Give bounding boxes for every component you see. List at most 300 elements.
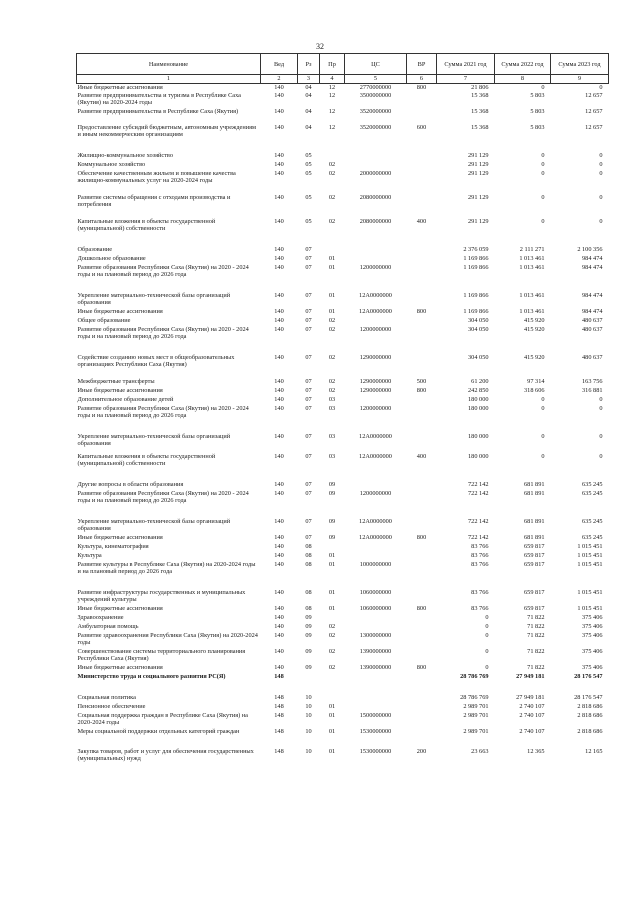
spacer-cell xyxy=(77,234,609,246)
spacer-cell xyxy=(77,682,609,694)
row-sum-2021: 180 000 xyxy=(468,452,489,460)
row-cs: 1200000000 xyxy=(359,489,392,497)
row-sum-2023: 984 474 xyxy=(582,254,603,262)
row-sum-2022: 2 740 107 xyxy=(519,702,545,710)
row-sum-2023: 480 637 xyxy=(582,325,603,333)
row-ved: 140 xyxy=(274,193,284,201)
row-ved: 140 xyxy=(274,631,284,639)
row-rz: 07 xyxy=(305,404,312,412)
table-row xyxy=(77,632,609,648)
row-pr: 01 xyxy=(328,560,336,568)
table-row xyxy=(77,561,609,577)
row-sum-2021: 291 129 xyxy=(468,193,489,201)
row-sum-2023: 0 xyxy=(599,151,603,159)
table-row xyxy=(77,664,609,673)
row-rz: 05 xyxy=(305,217,312,225)
row-ved: 140 xyxy=(274,254,284,262)
row-sum-2022: 5 803 xyxy=(530,107,545,115)
col-header-2023: Сумма 2023 год xyxy=(551,54,609,75)
row-ved: 140 xyxy=(274,245,284,253)
row-rz: 07 xyxy=(305,533,312,541)
row-sum-2023: 0 xyxy=(599,452,603,460)
row-sum-2022: 5 803 xyxy=(530,91,545,99)
row-cs: 1200000000 xyxy=(359,325,392,333)
row-cs xyxy=(345,161,407,170)
row-ved: 148 xyxy=(274,747,284,755)
row-pr xyxy=(320,673,345,682)
row-vr xyxy=(407,354,437,378)
spacer-row xyxy=(77,682,609,694)
spacer-row xyxy=(77,469,609,481)
row-rz: 04 xyxy=(305,84,312,91)
row-sum-2022: 2 740 107 xyxy=(519,711,545,719)
row-ved: 140 xyxy=(274,386,284,394)
row-sum-2021: 722 142 xyxy=(468,480,489,488)
row-sum-2021: 180 000 xyxy=(468,404,489,412)
row-rz: 08 xyxy=(305,551,312,559)
row-sum-2022: 318 606 xyxy=(524,386,545,394)
table-row xyxy=(77,255,609,264)
row-ved: 140 xyxy=(274,91,284,99)
row-sum-2022: 659 817 xyxy=(524,604,545,612)
row-sum-2021: 83 766 xyxy=(471,542,489,550)
row-sum-2023: 635 245 xyxy=(582,517,603,525)
row-cs: 1000000000 xyxy=(359,560,392,568)
row-pr: 02 xyxy=(328,631,336,639)
table-row xyxy=(77,534,609,543)
row-vr xyxy=(407,255,437,264)
row-pr: 01 xyxy=(328,702,336,710)
row-vr xyxy=(407,632,437,648)
table-row xyxy=(77,648,609,664)
row-sum-2021: 0 xyxy=(485,613,489,621)
row-name: Межбюджетные трансферты xyxy=(77,377,155,385)
row-vr xyxy=(407,161,437,170)
table-row xyxy=(77,170,609,194)
table-row xyxy=(77,518,609,534)
page-number: 32 xyxy=(316,42,324,51)
row-vr xyxy=(407,712,437,728)
table-row xyxy=(77,292,609,308)
row-name: Развитие культуры в Республике Саха (Якутия) на 2020-2024 годы и на плановый период до 2026 года xyxy=(77,560,256,575)
row-vr xyxy=(407,490,437,506)
row-sum-2023: 375 406 xyxy=(582,647,603,655)
spacer-cell xyxy=(77,210,609,218)
table-row xyxy=(77,218,609,234)
row-pr: 01 xyxy=(328,254,336,262)
table-row xyxy=(77,552,609,561)
row-ved: 140 xyxy=(274,489,284,497)
row-vr xyxy=(407,92,437,108)
row-vr: 400 xyxy=(416,452,427,460)
row-rz: 07 xyxy=(305,489,312,497)
row-rz: 08 xyxy=(305,542,312,550)
row-rz: 09 xyxy=(305,613,312,621)
row-sum-2023: 480 637 xyxy=(582,353,603,361)
row-sum-2021: 2 989 701 xyxy=(463,727,489,735)
table-row xyxy=(77,152,609,161)
row-vr: 800 xyxy=(416,84,427,91)
row-rz: 07 xyxy=(305,452,312,460)
row-rz: 07 xyxy=(305,325,312,333)
row-name: Социальная политика xyxy=(77,693,136,701)
col-number: 5 xyxy=(345,75,407,84)
row-sum-2022: 681 891 xyxy=(524,480,545,488)
row-sum-2022: 1 013 461 xyxy=(519,307,545,315)
row-sum-2021: 0 xyxy=(485,663,489,671)
row-sum-2022: 2 740 107 xyxy=(519,727,545,735)
row-vr: 200 xyxy=(416,747,427,755)
row-cs xyxy=(345,543,407,552)
row-rz: 07 xyxy=(305,291,312,299)
row-sum-2021: 83 766 xyxy=(471,604,489,612)
row-sum-2023: 375 406 xyxy=(582,622,603,630)
row-rz: 07 xyxy=(305,517,312,525)
col-number: 4 xyxy=(320,75,345,84)
row-sum-2021: 28 786 769 xyxy=(460,693,489,701)
spacer-cell xyxy=(77,140,609,152)
row-ved: 140 xyxy=(274,107,284,115)
row-sum-2022: 659 817 xyxy=(524,588,545,596)
row-ved: 140 xyxy=(274,316,284,324)
row-rz: 09 xyxy=(305,631,312,639)
row-cs: 2080000000 xyxy=(359,193,392,201)
row-cs: 12А0000000 xyxy=(359,517,392,525)
row-sum-2021: 0 xyxy=(485,647,489,655)
row-sum-2023: 375 406 xyxy=(582,663,603,671)
spacer-row xyxy=(77,140,609,152)
row-rz: 07 xyxy=(305,353,312,361)
row-sum-2022: 0 xyxy=(541,452,545,460)
row-ved: 140 xyxy=(274,353,284,361)
row-vr: 800 xyxy=(416,663,427,671)
row-ved: 148 xyxy=(274,672,284,680)
row-name: Развитие предпринимательства и туризма в Республике Саха (Якутия) на 2020-2024 годы xyxy=(77,91,241,106)
table-row xyxy=(77,124,609,140)
row-sum-2021: 2 989 701 xyxy=(463,702,489,710)
table-row xyxy=(77,308,609,317)
row-sum-2021: 2 989 701 xyxy=(463,711,489,719)
row-sum-2023: 984 474 xyxy=(582,307,603,315)
row-ved: 140 xyxy=(274,551,284,559)
row-pr: 03 xyxy=(328,452,336,460)
row-sum-2022: 0 xyxy=(541,169,545,177)
row-vr xyxy=(407,481,437,490)
row-name: Закупка товаров, работ и услуг для обеспечения государственных (муниципальных) нужд xyxy=(77,747,254,762)
row-rz: 04 xyxy=(305,123,312,131)
row-cs: 1530000000 xyxy=(359,727,392,735)
row-name: Общее образование xyxy=(77,316,131,324)
row-sum-2022: 71 822 xyxy=(527,631,545,639)
row-name: Содействие созданию новых мест в общеобразовательных организациях Республики Саха (Якутия) xyxy=(77,353,235,368)
row-rz: 08 xyxy=(305,560,312,568)
row-sum-2021: 1 169 866 xyxy=(463,291,489,299)
row-cs xyxy=(345,623,407,632)
row-name: Капитальные вложения в объекты государственной (муниципальной) собственности xyxy=(77,452,216,467)
spacer-cell xyxy=(77,469,609,481)
row-rz: 10 xyxy=(305,711,312,719)
header-row xyxy=(77,54,609,75)
row-vr xyxy=(407,246,437,255)
row-sum-2022: 0 xyxy=(541,151,545,159)
row-pr: 01 xyxy=(328,747,336,755)
row-rz: 07 xyxy=(305,377,312,385)
row-ved: 148 xyxy=(274,711,284,719)
row-name: Культура xyxy=(77,551,102,559)
row-cs: 2080000000 xyxy=(359,217,392,225)
row-sum-2022: 1 013 461 xyxy=(519,254,545,262)
row-sum-2022: 71 822 xyxy=(527,663,545,671)
row-sum-2023: 12 657 xyxy=(585,107,603,115)
row-sum-2022: 2 111 271 xyxy=(519,245,545,253)
row-ved: 140 xyxy=(274,404,284,412)
row-ved: 140 xyxy=(274,533,284,541)
row-cs: 1290000000 xyxy=(359,386,392,394)
table-row xyxy=(77,673,609,682)
row-sum-2022: 71 822 xyxy=(527,613,545,621)
row-name: Совершенствование системы территориального планирования Республики Саха (Якутия) xyxy=(77,647,246,662)
row-ved: 140 xyxy=(274,622,284,630)
row-sum-2021: 291 129 xyxy=(468,160,489,168)
row-name: Развитие образования Республики Саха (Якутия) на 2020 - 2024 годы и на плановый период до 2026 года xyxy=(77,263,249,278)
row-ved: 140 xyxy=(274,123,284,131)
row-sum-2022: 0 xyxy=(541,432,545,440)
row-rz: 07 xyxy=(305,254,312,262)
row-vr: 800 xyxy=(416,307,427,315)
col-header-rz: Рз xyxy=(298,54,320,75)
row-sum-2021: 83 766 xyxy=(471,551,489,559)
row-cs: 1300000000 xyxy=(359,631,392,639)
row-sum-2023: 375 406 xyxy=(582,631,603,639)
table-row xyxy=(77,92,609,108)
row-rz: 08 xyxy=(305,604,312,612)
row-name: Развитие инфраструктуры государственных и муниципальных учреждений культуры xyxy=(77,588,246,603)
row-vr xyxy=(407,673,437,682)
row-vr xyxy=(407,703,437,712)
row-sum-2023: 635 245 xyxy=(582,533,603,541)
row-vr xyxy=(407,264,437,280)
row-sum-2023: 12 657 xyxy=(585,91,603,99)
row-pr xyxy=(320,614,345,623)
row-rz: 08 xyxy=(305,588,312,596)
budget-table xyxy=(76,53,609,764)
row-name: Другие вопросы в области образования xyxy=(77,480,184,488)
row-rz: 05 xyxy=(305,160,312,168)
row-rz: 04 xyxy=(305,107,312,115)
row-pr: 03 xyxy=(328,432,336,440)
row-cs: 1530000000 xyxy=(359,747,392,755)
row-cs: 12А0000000 xyxy=(359,291,392,299)
row-sum-2023: 984 474 xyxy=(582,291,603,299)
row-ved: 140 xyxy=(274,480,284,488)
row-ved: 140 xyxy=(274,325,284,333)
row-sum-2022: 659 817 xyxy=(524,551,545,559)
row-pr: 02 xyxy=(328,325,336,333)
row-pr: 03 xyxy=(328,395,336,403)
row-name: Укрепление материально-технической базы организаций образования xyxy=(77,517,231,532)
row-sum-2022: 71 822 xyxy=(527,622,545,630)
row-sum-2022: 0 xyxy=(541,217,545,225)
row-vr xyxy=(407,317,437,326)
row-sum-2021: 28 786 769 xyxy=(460,672,489,680)
row-sum-2021: 722 142 xyxy=(468,489,489,497)
row-ved: 140 xyxy=(274,588,284,596)
row-cs: 3520000000 xyxy=(359,123,392,131)
row-vr xyxy=(407,108,437,124)
row-sum-2023: 2 100 356 xyxy=(577,245,603,253)
row-pr: 02 xyxy=(328,386,336,394)
row-ved: 140 xyxy=(274,395,284,403)
row-ved: 140 xyxy=(274,663,284,671)
row-ved: 140 xyxy=(274,542,284,550)
row-ved: 140 xyxy=(274,647,284,655)
row-rz: 10 xyxy=(305,693,312,701)
row-sum-2021: 0 xyxy=(485,631,489,639)
table-row xyxy=(77,481,609,490)
col-header-vr: ВР xyxy=(407,54,437,75)
row-cs xyxy=(345,152,407,161)
row-cs: 1200000000 xyxy=(359,263,392,271)
row-cs: 12А0000000 xyxy=(359,533,392,541)
row-sum-2023: 480 637 xyxy=(582,316,603,324)
row-sum-2023: 635 245 xyxy=(582,489,603,497)
row-rz: 07 xyxy=(305,316,312,324)
row-sum-2023: 2 818 686 xyxy=(577,702,603,710)
table-row xyxy=(77,605,609,614)
row-sum-2021: 291 129 xyxy=(468,151,489,159)
table-row xyxy=(77,405,609,421)
row-sum-2021: 291 129 xyxy=(468,169,489,177)
row-sum-2023: 375 406 xyxy=(582,613,603,621)
row-name: Коммунальное хозяйство xyxy=(77,160,146,168)
row-sum-2023: 1 015 451 xyxy=(577,588,603,596)
table-row xyxy=(77,614,609,623)
row-vr xyxy=(407,152,437,161)
row-pr: 12 xyxy=(328,107,336,115)
row-sum-2021: 304 050 xyxy=(468,316,489,324)
row-ved: 140 xyxy=(274,560,284,568)
row-sum-2023: 12 657 xyxy=(585,123,603,131)
table-row xyxy=(77,246,609,255)
row-vr xyxy=(407,561,437,577)
row-pr xyxy=(320,152,345,161)
row-sum-2023: 163 756 xyxy=(582,377,603,385)
row-vr xyxy=(407,543,437,552)
row-sum-2023: 0 xyxy=(599,169,603,177)
row-cs xyxy=(345,614,407,623)
spacer-row xyxy=(77,342,609,354)
row-sum-2022: 0 xyxy=(541,395,545,403)
row-cs: 1290000000 xyxy=(359,353,392,361)
row-sum-2023: 0 xyxy=(599,217,603,225)
spacer-cell xyxy=(77,280,609,292)
row-vr xyxy=(407,326,437,342)
row-sum-2021: 1 169 866 xyxy=(463,307,489,315)
table-row xyxy=(77,396,609,405)
row-sum-2021: 242 850 xyxy=(468,386,489,394)
row-ved: 140 xyxy=(274,377,284,385)
row-sum-2021: 83 766 xyxy=(471,588,489,596)
row-sum-2023: 0 xyxy=(599,404,603,412)
row-sum-2021: 180 000 xyxy=(468,395,489,403)
row-cs: 1390000000 xyxy=(359,647,392,655)
row-ved: 140 xyxy=(274,263,284,271)
row-name: Развитие образования Республики Саха (Якутия) на 2020 - 2024 годы и на плановый период до 2026 года xyxy=(77,325,249,340)
row-sum-2022: 0 xyxy=(541,193,545,201)
row-rz: 07 xyxy=(305,386,312,394)
row-pr: 01 xyxy=(328,551,336,559)
row-name: Дополнительное образование детей xyxy=(77,395,174,403)
row-name: Иные бюджетные ассигнования xyxy=(77,663,163,671)
row-rz: 09 xyxy=(305,663,312,671)
row-ved: 140 xyxy=(274,151,284,159)
row-cs: 3500000000 xyxy=(359,91,392,99)
row-pr xyxy=(320,694,345,703)
row-rz: 07 xyxy=(305,432,312,440)
row-cs: 12А0000000 xyxy=(359,452,392,460)
row-sum-2023: 2 818 686 xyxy=(577,727,603,735)
row-cs xyxy=(345,396,407,405)
row-name: Министерство труда и социального развития РС(Я) xyxy=(77,672,226,680)
spacer-cell xyxy=(77,342,609,354)
row-sum-2023: 28 176 547 xyxy=(574,693,603,701)
row-sum-2023: 0 xyxy=(599,432,603,440)
row-pr: 12 xyxy=(328,91,336,99)
row-sum-2023: 0 xyxy=(599,160,603,168)
row-rz: 07 xyxy=(305,395,312,403)
row-sum-2023: 1 015 451 xyxy=(577,560,603,568)
row-vr: 800 xyxy=(416,533,427,541)
row-cs: 2000000000 xyxy=(359,169,392,177)
row-sum-2022: 27 949 181 xyxy=(516,672,545,680)
row-sum-2023: 635 245 xyxy=(582,480,603,488)
spacer-row xyxy=(77,280,609,292)
row-sum-2022: 1 013 461 xyxy=(519,263,545,271)
row-vr: 400 xyxy=(416,217,427,225)
row-ved: 140 xyxy=(274,452,284,460)
row-name: Социальная поддержка граждан в Республике Саха (Якутия) на 2020-2024 годы xyxy=(77,711,248,726)
row-pr: 02 xyxy=(328,377,336,385)
row-name: Развитие здравоохранения Республики Саха (Якутия) на 2020-2024 годы xyxy=(77,631,258,646)
row-cs xyxy=(345,246,407,255)
spacer-cell xyxy=(77,577,609,589)
row-pr: 09 xyxy=(328,480,336,488)
row-sum-2021: 15 368 xyxy=(471,123,489,131)
row-pr: 01 xyxy=(328,604,336,612)
row-name: Иные бюджетные ассигнования xyxy=(77,84,163,91)
table-row xyxy=(77,84,609,92)
table-row xyxy=(77,108,609,124)
row-sum-2021: 722 142 xyxy=(468,533,489,541)
row-cs xyxy=(345,694,407,703)
col-header-ved: Вед xyxy=(261,54,298,75)
row-name: Укрепление материально-технической базы организаций образования xyxy=(77,432,231,447)
row-vr xyxy=(407,552,437,561)
col-header-pr: Пр xyxy=(320,54,345,75)
row-sum-2022: 681 891 xyxy=(524,533,545,541)
row-sum-2022: 0 xyxy=(541,160,545,168)
row-rz: 09 xyxy=(305,647,312,655)
row-cs: 1500000000 xyxy=(359,711,392,719)
row-sum-2021: 15 368 xyxy=(471,107,489,115)
row-vr xyxy=(407,170,437,194)
col-header-2021: Сумма 2021 год xyxy=(437,54,495,75)
row-pr xyxy=(320,246,345,255)
spacer-row xyxy=(77,421,609,433)
row-rz: 10 xyxy=(305,702,312,710)
row-sum-2022: 681 891 xyxy=(524,517,545,525)
row-name: Предоставление субсидий бюджетным, автономным учреждениям и иным некоммерческим организациям xyxy=(77,123,256,138)
